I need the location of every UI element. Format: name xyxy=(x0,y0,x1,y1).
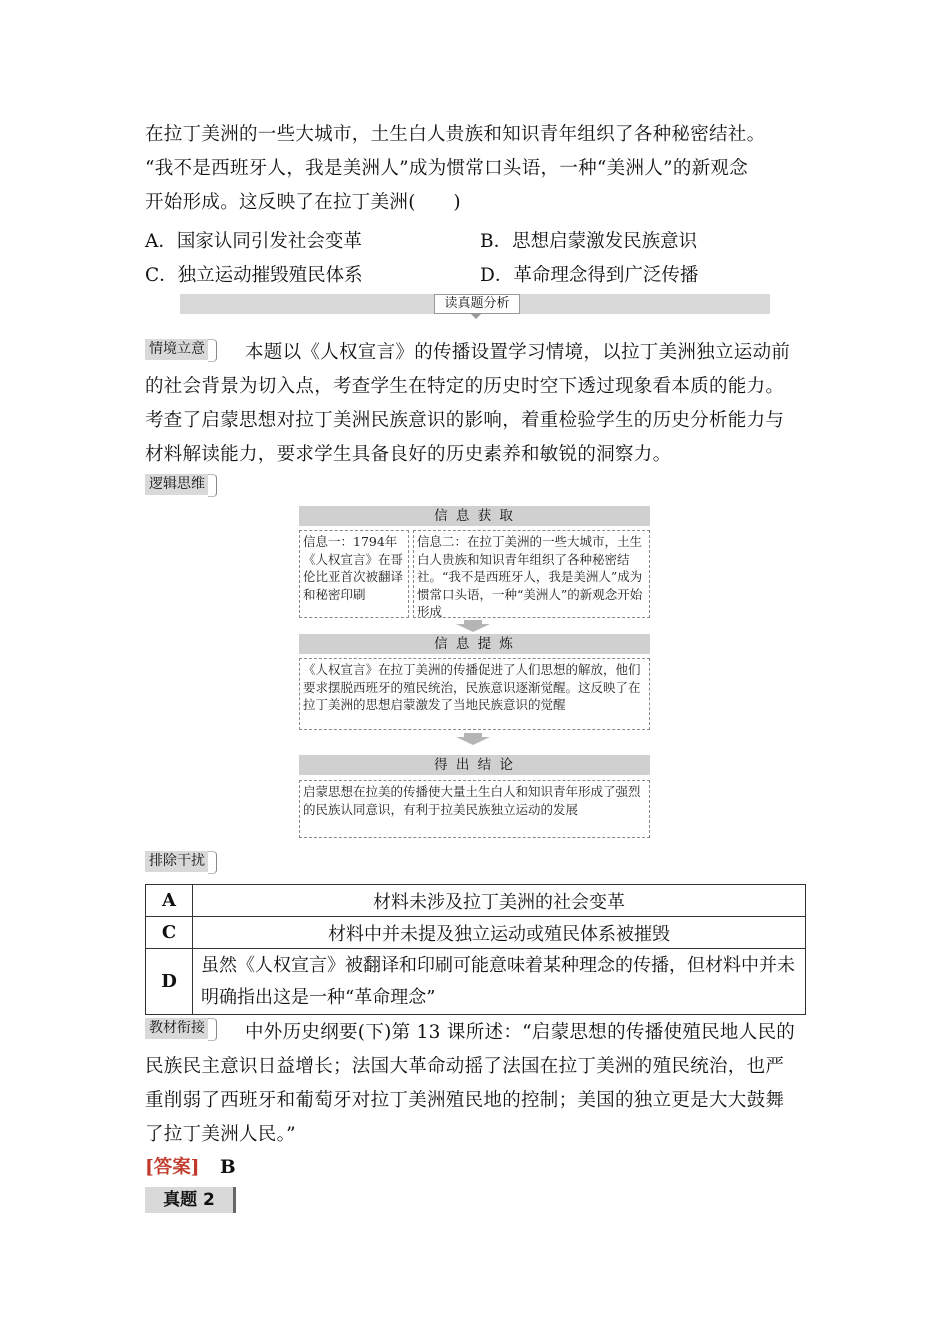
context-line: 考查了启蒙思想对拉丁美洲民族意识的影响，着重检验学生的历史分析能力与 xyxy=(145,410,785,431)
flow-conclusion-box: 启蒙思想在拉美的传播使大量土生白人和知识青年形成了强烈的民族认同意识，有利于拉美民族独立运动的发展 xyxy=(299,780,650,838)
option-d[interactable]: D．革命理念得到广泛传播 xyxy=(480,265,699,286)
textbook-tag: 教材衔接 xyxy=(145,1018,209,1039)
table-text: 虽然《人权宣言》被翻译和印刷可能意味着某种理念的传播，但材料中并未明确指出这是一种“革命理念” xyxy=(193,949,806,1015)
flow-info-two: 信息二：在拉丁美洲的一些大城市，土生白人贵族和知识青年组织了各种秘密结社。“我不是西班牙人，我是美洲人”成为惯常口头语，一种“美洲人”的新观念开始形成 xyxy=(413,530,650,618)
answer xyxy=(145,1153,236,1179)
section-notch xyxy=(470,313,482,319)
section-title: 读真题分析 xyxy=(434,294,520,314)
logic-tag: 逻辑思维 xyxy=(145,474,209,495)
question-line: 开始形成。这反映了在拉丁美洲( ) xyxy=(145,192,461,213)
flow-arrow-down-icon xyxy=(456,733,490,745)
context-line: 本题以《人权宣言》的传播设置学习情境，以拉丁美洲独立运动前 xyxy=(245,342,791,363)
table-row xyxy=(146,949,806,1015)
table-key: C xyxy=(146,917,193,949)
exclude-tag: 排除干扰 xyxy=(145,851,209,872)
flow-refine-box: 《人权宣言》在拉丁美洲的传播促进了人们思想的解放，他们要求摆脱西班牙的殖民统治，民族意识逐渐觉醒。这反映了在拉丁美洲的思想启蒙激发了当地民族意识的觉醒 xyxy=(299,658,650,730)
answer-value: B xyxy=(219,1157,236,1178)
option-b[interactable]: B．思想启蒙激发民族意识 xyxy=(480,231,698,252)
exclude-table xyxy=(145,884,806,1015)
flow-arrow-down-icon xyxy=(456,620,490,632)
flow-head-acquire: 信 息 获 取 xyxy=(299,506,650,526)
context-line: 材料解读能力，要求学生具备良好的历史素养和敏锐的洞察力。 xyxy=(145,444,672,465)
next-question-title: 真题 2 xyxy=(145,1187,236,1213)
flow-head-refine: 信 息 提 炼 xyxy=(299,634,650,654)
context-line: 的社会背景为切入点，考查学生在特定的历史时空下透过现象看本质的能力。 xyxy=(145,376,785,397)
flow-info-one: 信息一：1794年《人权宣言》在哥伦比亚首次被翻译和秘密印刷 xyxy=(299,530,409,618)
context-tag: 情境立意 xyxy=(145,339,209,360)
table-text: 材料未涉及拉丁美洲的社会变革 xyxy=(193,885,806,917)
flow-head-conclude: 得 出 结 论 xyxy=(299,755,650,775)
textbook-line: 重削弱了西班牙和葡萄牙对拉丁美洲殖民地的控制；美国的独立更是大大鼓舞 xyxy=(145,1090,785,1111)
textbook-line: 了拉丁美洲人民。” xyxy=(145,1124,296,1145)
question-line: 在拉丁美洲的一些大城市，土生白人贵族和知识青年组织了各种秘密结社。 xyxy=(145,124,766,145)
table-key: A xyxy=(146,885,193,917)
textbook-line: 中外历史纲要(下)第 13 课所述：“启蒙思想的传播使殖民地人民的 xyxy=(245,1022,796,1043)
option-a[interactable]: A．国家认同引发社会变革 xyxy=(145,231,362,252)
table-key: D xyxy=(146,949,193,1015)
table-text: 材料中并未提及独立运动或殖民体系被摧毁 xyxy=(193,917,806,949)
question-line: “我不是西班牙人，我是美洲人”成为惯常口头语，一种“美洲人”的新观念 xyxy=(145,158,749,179)
table-row xyxy=(146,917,806,949)
option-c[interactable]: C．独立运动摧毁殖民体系 xyxy=(145,265,363,286)
answer-label: [答案] xyxy=(145,1157,200,1178)
textbook-line: 民族民主意识日益增长；法国大革命动摇了法国在拉丁美洲的殖民统治，也严 xyxy=(145,1056,785,1077)
table-row xyxy=(146,885,806,917)
